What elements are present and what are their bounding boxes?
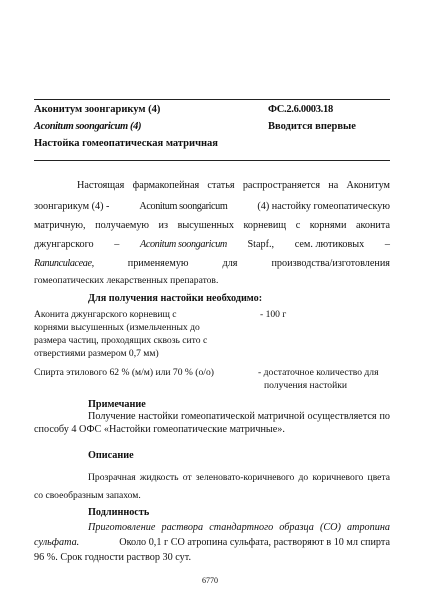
intro-line-2: зоонгарикум (4) - Aconitum soongaricum (4) настойку гомеопатическую xyxy=(34,201,390,212)
ingredient-1-line-1: Аконита джунгарского корневищ с xyxy=(34,309,177,320)
intro-line-6: гомеопатических лекарственных препаратов. xyxy=(34,275,219,286)
note-heading: Примечание xyxy=(88,399,146,410)
page-number: 6770 xyxy=(202,576,218,585)
monograph-name-ru: Аконитум зоонгарикум (4) xyxy=(34,104,161,115)
monograph-name-lat: Aconitum soongaricum (4) xyxy=(34,121,142,132)
ingredient-2-amount-line-1: - достаточное количество для xyxy=(258,367,379,378)
ingredient-1-amount: - 100 г xyxy=(260,309,287,320)
description-heading: Описание xyxy=(88,450,134,461)
ingredient-1-line-4: отверстиями размером 0,7 мм) xyxy=(34,348,159,359)
intro-line-3: матричную, получаемую из высушенных корневищ с корнями аконита xyxy=(34,220,390,231)
intro-line-4: джунгарского – Aconitum soongaricum Stapf., сем. лютиковых – xyxy=(34,239,390,250)
ingredients-heading: Для получения настойки необходимо: xyxy=(88,293,263,304)
ingredient-1-line-2: корнями высушенных (измельченных до xyxy=(34,322,200,333)
monograph-status: Вводится впервые xyxy=(268,121,356,132)
intro-line-5: Ranunculaceae, применяемую для производства/изготовления xyxy=(34,258,390,269)
ingredient-2: Спирта этилового 62 % (м/м) или 70 % (о/о) xyxy=(34,367,214,378)
identity-line-3: 96 %. Срок годности раствор 30 сут. xyxy=(34,552,191,563)
note-line-1: Получение настойки гомеопатической матричной осуществляется по xyxy=(88,411,390,422)
bottom-rule xyxy=(34,160,390,161)
dosage-form: Настойка гомеопатическая матричная xyxy=(34,138,218,149)
identity-heading: Подлинность xyxy=(88,507,150,518)
ingredient-1-line-3: размера частиц, проходящих сквозь сито с xyxy=(34,335,208,346)
top-rule xyxy=(34,99,390,100)
monograph-code: ФС.2.6.0003.18 xyxy=(268,104,333,115)
identity-line-2: сульфата. Около 0,1 г СО атропина сульфата, растворяют в 10 мл спирта xyxy=(34,537,390,548)
ingredient-2-amount-line-2: получения настойки xyxy=(264,380,347,391)
intro-line-1: Настоящая фармакопейная статья распространяется на Аконитум xyxy=(77,180,390,191)
note-line-2: способу 4 ОФС «Настойки гомеопатические матричные». xyxy=(34,424,285,435)
description-line-1: Прозрачная жидкость от зеленовато-коричневого до коричневого цвета xyxy=(88,472,390,483)
description-line-2: со своеобразным запахом. xyxy=(34,490,141,501)
identity-line-1: Приготовление раствора стандартного образца (СО) атропина xyxy=(88,522,390,533)
